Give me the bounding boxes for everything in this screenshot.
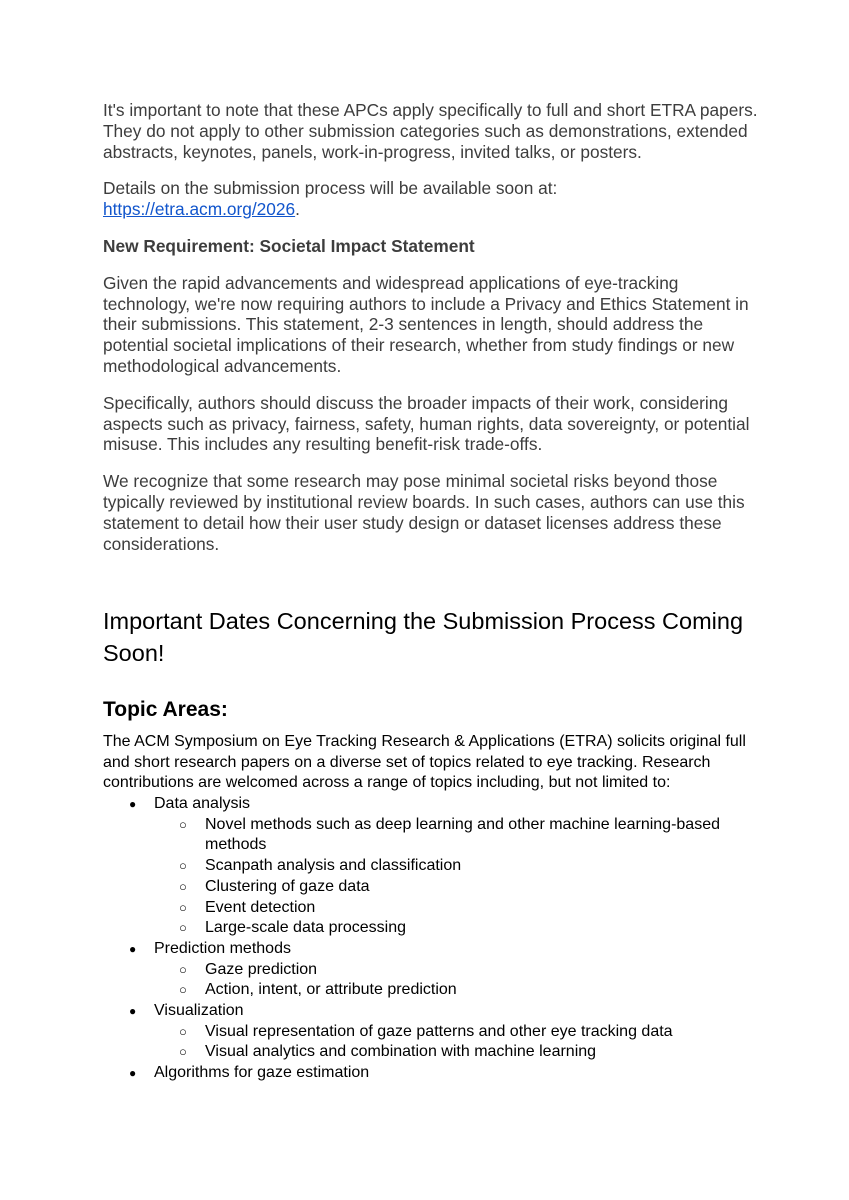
- list-item: [103, 1063, 763, 1084]
- list-item: [154, 856, 763, 877]
- subtopic-label: Novel methods such as deep learning and other machine learning-based methods: [205, 815, 720, 854]
- hollow-bullet-icon: ○: [179, 858, 187, 874]
- hollow-bullet-icon: ○: [179, 1023, 187, 1039]
- requirement-paragraph-2: Specifically, authors should discuss the broader impacts of their work, considering aspects such as privacy, fairness, safety, human rights, data sovereignty, or potential misuse. This includes any resulting benefit-risk trade-offs.: [103, 392, 750, 455]
- list-item: [154, 898, 763, 919]
- hollow-bullet-icon: ○: [179, 961, 187, 977]
- details-paragraph: [103, 178, 763, 220]
- topic-areas-heading: Topic Areas:: [103, 698, 228, 721]
- list-item: [103, 1001, 763, 1063]
- important-dates-heading: Important Dates Concerning the Submission Process Coming Soon!: [103, 608, 744, 666]
- bullet-icon: ●: [129, 797, 137, 811]
- topic-label: Visualization: [154, 1002, 244, 1020]
- list-item: [154, 980, 763, 1001]
- hollow-bullet-icon: ○: [179, 920, 187, 936]
- subtopic-label: Large-scale data processing: [205, 919, 407, 937]
- hollow-bullet-icon: ○: [179, 816, 187, 832]
- document-page: [103, 100, 763, 1082]
- details-suffix: .: [295, 199, 300, 220]
- bullet-icon: ●: [129, 1004, 137, 1019]
- topic-areas-intro: The ACM Symposium on Eye Tracking Research & Applications (ETRA) solicits original full and short research papers on a diverse set of topics related to eye tracking. Research contributions are welcomed across a range of topics including, but not limited to:: [103, 733, 746, 792]
- list-item: [103, 794, 763, 939]
- topic-label: Data analysis: [154, 795, 251, 812]
- requirement-paragraph-1: Given the rapid advancements and widespread applications of eye-tracking technology, we're now requiring authors to include a Privacy and Ethics Statement in their submissions. This statement, 2-3 sentences in length, should address the potential societal implications of their research, whether from study findings or new methodological advancements.: [103, 272, 749, 376]
- subtopic-label: Event detection: [205, 898, 316, 916]
- hollow-bullet-icon: ○: [179, 982, 187, 998]
- subtopic-label: Visual representation of gaze patterns and other eye tracking data: [205, 1022, 673, 1040]
- hollow-bullet-icon: ○: [179, 899, 187, 915]
- subtopic-label: Visual analytics and combination with machine learning: [205, 1043, 597, 1061]
- subtopic-label: Action, intent, or attribute prediction: [205, 981, 457, 999]
- requirement-heading: New Requirement: Societal Impact Statement: [103, 235, 475, 256]
- subtopic-label: Gaze prediction: [205, 960, 318, 978]
- list-item: [154, 815, 763, 856]
- topic-label: Prediction methods: [154, 939, 291, 957]
- details-prefix: Details on the submission process will be available soon at:: [103, 178, 558, 199]
- hollow-bullet-icon: ○: [179, 1044, 187, 1060]
- subtopic-label: Scanpath analysis and classification: [205, 857, 462, 875]
- list-item: [154, 1042, 763, 1063]
- list-item: [103, 939, 763, 1001]
- bullet-icon: ●: [129, 1066, 137, 1081]
- subtopic-label: Clustering of gaze data: [205, 877, 370, 895]
- subtopic-list: [154, 960, 763, 1001]
- apc-note-paragraph: It's important to note that these APCs apply specifically to full and short ETRA papers. They do not apply to other submission categories such as demonstrations, extended abstracts, keynotes, panels, work-in-progress, invited talks, or posters.: [103, 100, 758, 162]
- subtopic-list: [154, 1022, 763, 1063]
- topic-list: [103, 794, 763, 1084]
- list-item: [154, 1022, 763, 1043]
- list-item: [154, 960, 763, 981]
- requirement-paragraph-3: We recognize that some research may pose minimal societal risks beyond those typically reviewed by institutional review boards. In such cases, authors can use this statement to detail how their user study design or dataset licenses address these considerations.: [103, 471, 745, 554]
- bullet-icon: ●: [129, 941, 137, 956]
- hollow-bullet-icon: ○: [179, 878, 187, 894]
- topic-label: Algorithms for gaze estimation: [154, 1064, 370, 1082]
- list-item: [154, 877, 763, 898]
- list-item: [154, 918, 763, 939]
- subtopic-list: [154, 815, 763, 939]
- etra-2026-link[interactable]: https://etra.acm.org/2026: [103, 199, 296, 220]
